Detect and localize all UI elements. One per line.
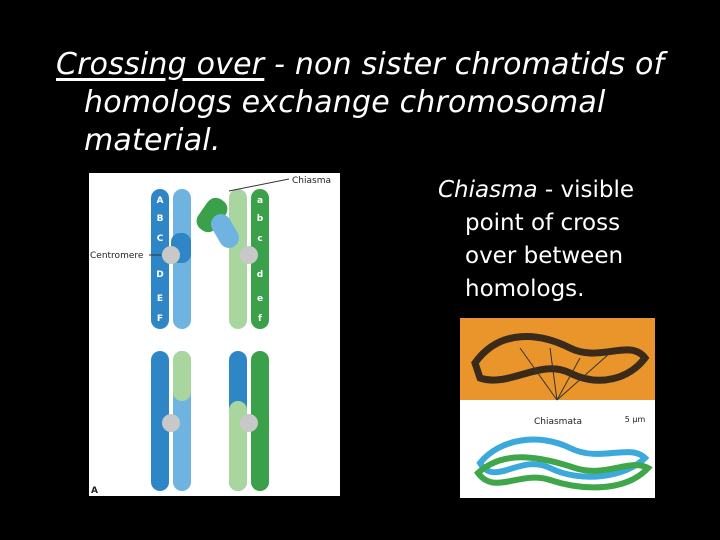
upper-left-centromere bbox=[162, 246, 180, 264]
gene-label-a1: A bbox=[156, 196, 164, 206]
definition-term: Chiasma bbox=[438, 177, 538, 203]
upper-right-centromere bbox=[240, 246, 258, 264]
definition-line-2: point of cross bbox=[465, 210, 621, 236]
chiasma-label: Chiasma bbox=[292, 176, 331, 186]
gene-label-d2: d bbox=[256, 270, 264, 280]
crossing-over-illustration bbox=[89, 173, 340, 496]
title-line-1-rest: - non sister chromatids of bbox=[264, 47, 665, 82]
definition-line-1 bbox=[438, 174, 718, 207]
scale-bar-label: 5 μm bbox=[624, 415, 646, 424]
title-line-2: homologs exchange chromosomal bbox=[84, 85, 606, 120]
gene-label-c2: c bbox=[257, 234, 263, 244]
micrograph-background bbox=[460, 318, 655, 400]
chiasma-definition bbox=[438, 174, 718, 306]
chiasmata-label: Chiasmata bbox=[533, 417, 583, 427]
definition-line-3: over between bbox=[465, 243, 624, 269]
lower-left-centromere bbox=[162, 414, 180, 432]
upper-green-homolog bbox=[193, 189, 269, 329]
gene-label-a2: a bbox=[256, 196, 264, 206]
crossing-over-diagram bbox=[89, 173, 340, 496]
centromere-label: Centromere bbox=[90, 251, 144, 261]
gene-label-f1: F bbox=[156, 314, 164, 324]
gene-label-b2: b bbox=[256, 214, 264, 224]
gene-label-f2: f bbox=[258, 314, 262, 324]
gene-label-b1: B bbox=[156, 214, 164, 224]
chiasmata-illustration bbox=[460, 318, 655, 498]
gene-label-e2: e bbox=[256, 294, 264, 304]
definition-line-1-rest: - visible bbox=[537, 177, 635, 203]
gene-label-c1: C bbox=[156, 234, 164, 244]
slide-title bbox=[56, 46, 696, 160]
title-line-1 bbox=[56, 46, 696, 84]
chiasmata-figure bbox=[460, 318, 655, 498]
lower-right-centromere bbox=[240, 414, 258, 432]
panel-letter: A bbox=[91, 486, 98, 496]
gene-label-e1: E bbox=[156, 294, 164, 304]
definition-line-4: homologs. bbox=[465, 276, 585, 302]
title-line-3: material. bbox=[84, 123, 221, 158]
gene-label-d1: D bbox=[156, 270, 164, 280]
title-term: Crossing over bbox=[56, 47, 265, 82]
